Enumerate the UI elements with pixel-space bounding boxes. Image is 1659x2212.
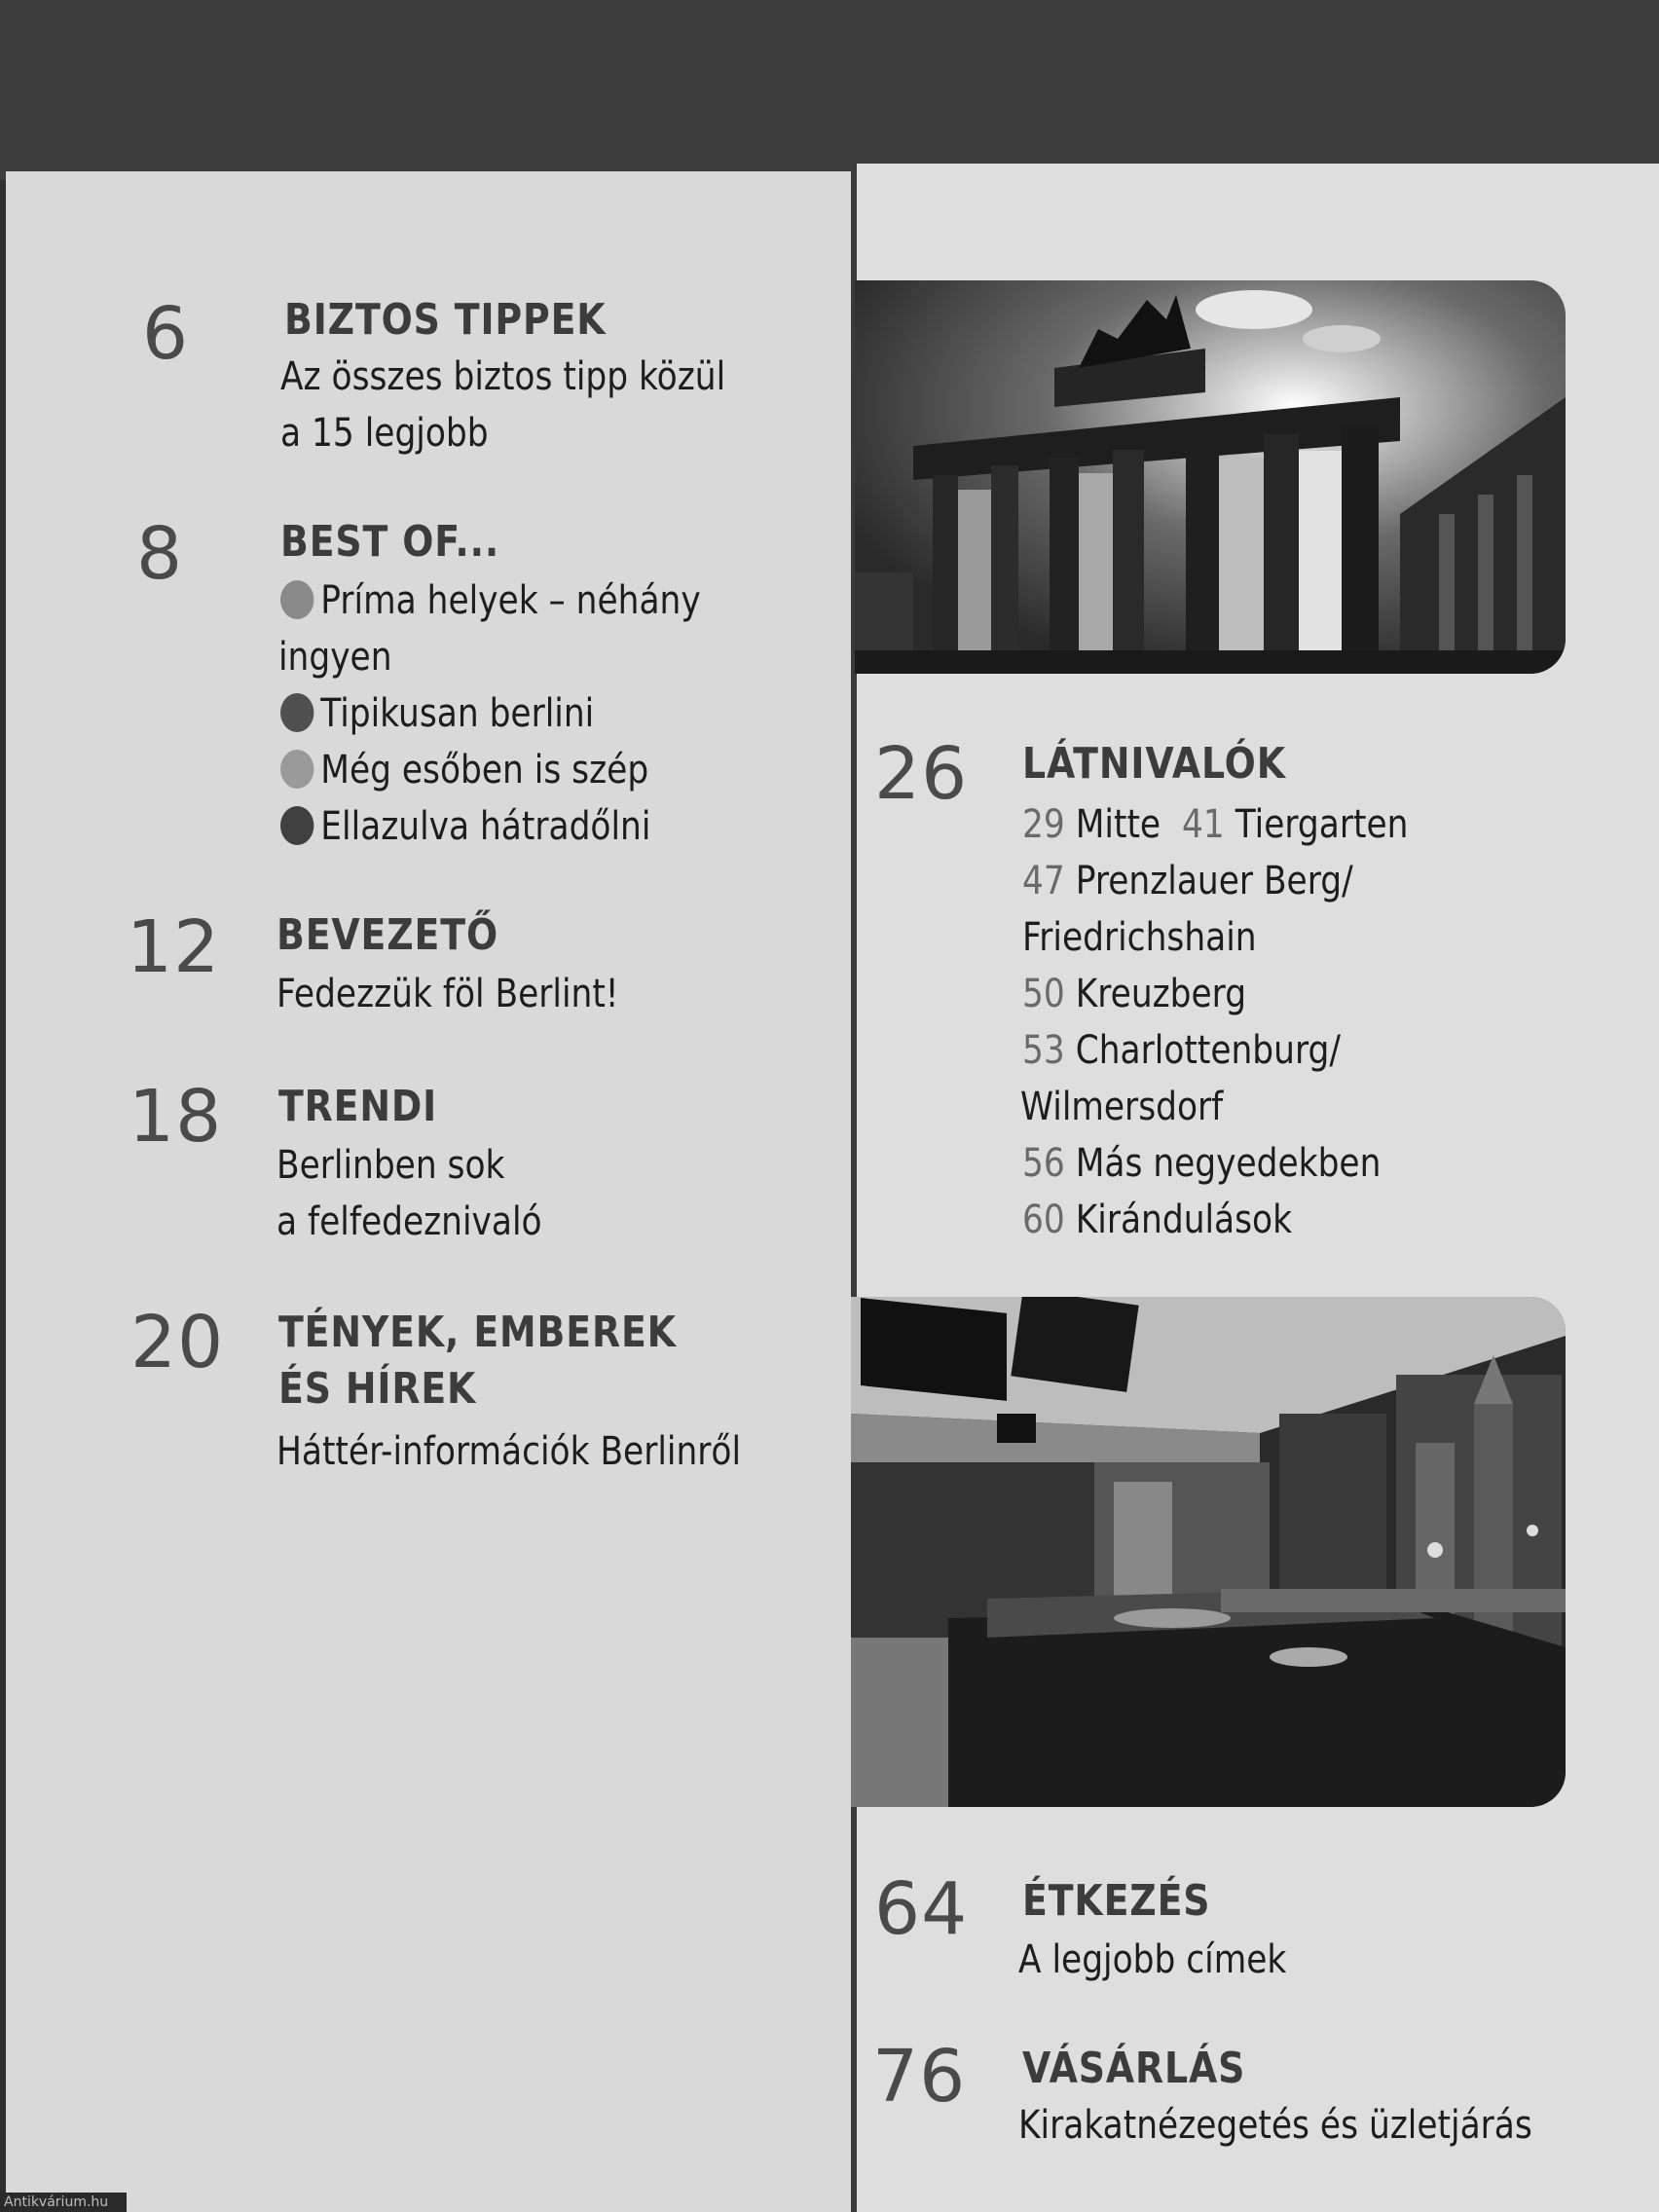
section-subtitle: a felfedeznivaló (276, 1199, 542, 1244)
best-of-item: Még esőben is szép (280, 742, 648, 798)
bullet-dot-icon (280, 750, 313, 789)
brandenburg-gate-illustration (855, 280, 1566, 674)
section-title: ÉTKEZÉS (1022, 1876, 1211, 1926)
section-title: BEST OF... (280, 517, 500, 567)
page-number: 64 (874, 1867, 969, 1951)
district-item: 47 Prenzlauer Berg/ (1022, 859, 1353, 903)
section-title: VÁSÁRLÁS (1022, 2044, 1246, 2093)
section-subtitle: Kirakatnézegetés és üzletjárás (1018, 2103, 1532, 2148)
section-subtitle: Háttér-információk Berlinről (276, 1429, 742, 1474)
page-number: 18 (129, 1075, 223, 1159)
page-number: 76 (872, 2035, 967, 2119)
section-title: TRENDI (278, 1082, 438, 1131)
district-row: 29 Mitte 41 Tiergarten (1022, 802, 1409, 847)
section-subtitle: a 15 legjobb (280, 411, 489, 456)
section-subtitle: Berlinben sok (276, 1143, 505, 1188)
top-dark-band (0, 0, 1659, 180)
section-subtitle: Az összes biztos tipp közül (280, 354, 726, 399)
page-number: 8 (136, 512, 184, 596)
section-title-line2: ÉS HÍREK (278, 1364, 477, 1414)
bullet-dot-icon (280, 693, 313, 732)
bullet-dot-icon (280, 806, 313, 845)
section-title: BEVEZETŐ (276, 910, 498, 960)
best-of-item: Tipikusan berlini (280, 685, 594, 742)
club-interior-illustration (851, 1297, 1566, 1807)
district-item: 60 Kirándulások (1022, 1198, 1293, 1242)
page-number: 12 (127, 905, 221, 989)
district-item-continued: Friedrichshain (1022, 915, 1257, 960)
section-title: LÁTNIVALÓK (1022, 739, 1286, 789)
best-of-item: Ellazulva hátradőlni (280, 798, 650, 855)
best-of-item-continued: ingyen (278, 635, 392, 680)
section-title: TÉNYEK, EMBEREK (278, 1308, 677, 1357)
district-item: 53 Charlottenburg/ (1022, 1028, 1341, 1073)
section-title: BIZTOS TIPPEK (284, 295, 607, 345)
section-subtitle: Fedezzük föl Berlint! (276, 972, 619, 1016)
best-of-item: Príma helyek – néhány (280, 572, 701, 629)
page-number: 26 (874, 732, 969, 816)
page-number: 6 (142, 292, 190, 376)
section-subtitle: A legjobb címek (1018, 1937, 1287, 1982)
watermark: Antikvárium.hu (0, 2193, 127, 2212)
district-item: 50 Kreuzberg (1022, 972, 1247, 1016)
photo-club-interior (851, 1297, 1566, 1807)
bullet-dot-icon (280, 580, 313, 619)
district-item-continued: Wilmersdorf (1020, 1085, 1224, 1129)
page-number: 20 (130, 1301, 225, 1384)
photo-brandenburg-gate (855, 280, 1566, 674)
district-item: 56 Más negyedekben (1022, 1141, 1382, 1186)
